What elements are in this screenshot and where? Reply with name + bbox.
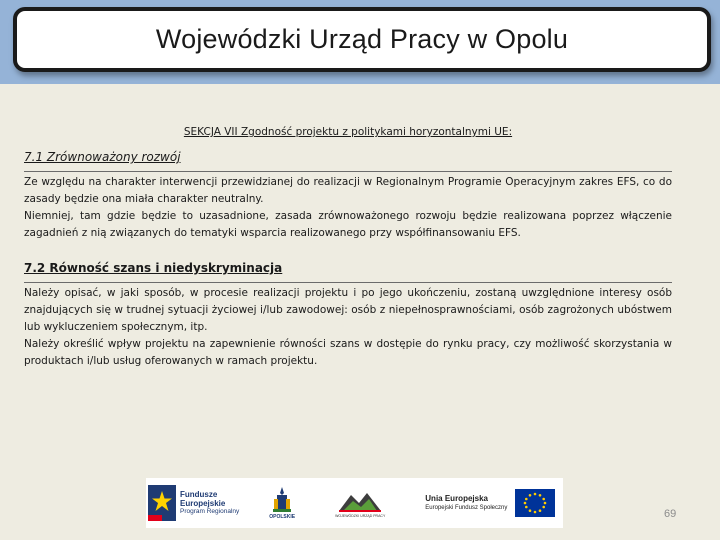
- opolskie-logo: [269, 481, 295, 525]
- fe-text: [180, 490, 239, 516]
- ue-line1: Unia Europejska: [425, 494, 488, 503]
- section-divider: [24, 282, 672, 283]
- section-7-2-heading: 7.2 Równość szans i niedyskryminacja: [24, 261, 283, 275]
- paragraph: Należy określić wpływ projektu na zapewnienie równości szans w dostępie do rynku pracy, czy możliwość skorzystania w produktach i/lub usług oferowanych w ramach projektu.: [24, 338, 672, 367]
- ue-logo: [425, 481, 555, 525]
- section-7-1: [24, 149, 672, 242]
- section-divider: [24, 171, 672, 172]
- section-title: SEKCJA VII Zgodność projektu z politykami horyzontalnymi UE:: [183, 126, 513, 138]
- fe-line1: Fundusze: [180, 490, 218, 499]
- title-box: [13, 7, 711, 72]
- fe-line3: Program Regionalny: [180, 508, 240, 515]
- ue-text: [425, 494, 507, 512]
- opolskie-crest-icon: [271, 487, 293, 513]
- paragraph: Należy opisać, w jaki sposób, w procesie realizacji projektu i po jego ukończeniu, zostaną uwzględnione interesy osób znajdujących się w trudnej sytuacji życiowej i/lub zawodowej: osób z niepełnosprawnościami, osób zagrożonych ubóstwem lub wykluczeniem społecznym, itp.: [24, 287, 672, 333]
- wup-logo: [335, 481, 385, 525]
- page-title: Wojewódzki Urząd Pracy w Opolu: [155, 24, 569, 54]
- section-7-2: [24, 260, 672, 370]
- ue-line2: Europejski Fundusz Społeczny: [425, 505, 508, 511]
- paragraph: Niemniej, tam gdzie będzie to uzasadnione, zasada zrównoważonego rozwoju będzie realizowana poprzez włączenie zagadnień z nią związanych do tematyki wsparcia realizowanego przy współfinansowaniu EFS.: [24, 210, 672, 239]
- slide-content: [24, 124, 672, 388]
- eu-flag-icon: [515, 489, 555, 517]
- section-7-1-heading: 7.1 Zrównoważony rozwój: [24, 150, 181, 164]
- opolskie-label: OPOLSKIE: [269, 513, 296, 520]
- fe-star-icon: [148, 485, 176, 521]
- wup-label: WOJEWÓDZKI URZĄD PRACY: [335, 513, 386, 518]
- wup-mountain-icon: [339, 489, 381, 513]
- fe-line2: Europejskie: [180, 499, 226, 508]
- paragraph: Ze względu na charakter interwencji przewidzianej do realizacji w Regionalnym Programie Operacyjnym zakres EFS, co do zasady będzie ona miała charakter neutralny.: [24, 176, 672, 205]
- page-number: 69: [664, 508, 677, 520]
- logo-strip: [146, 478, 563, 528]
- fundusze-europejskie-logo: [148, 481, 239, 525]
